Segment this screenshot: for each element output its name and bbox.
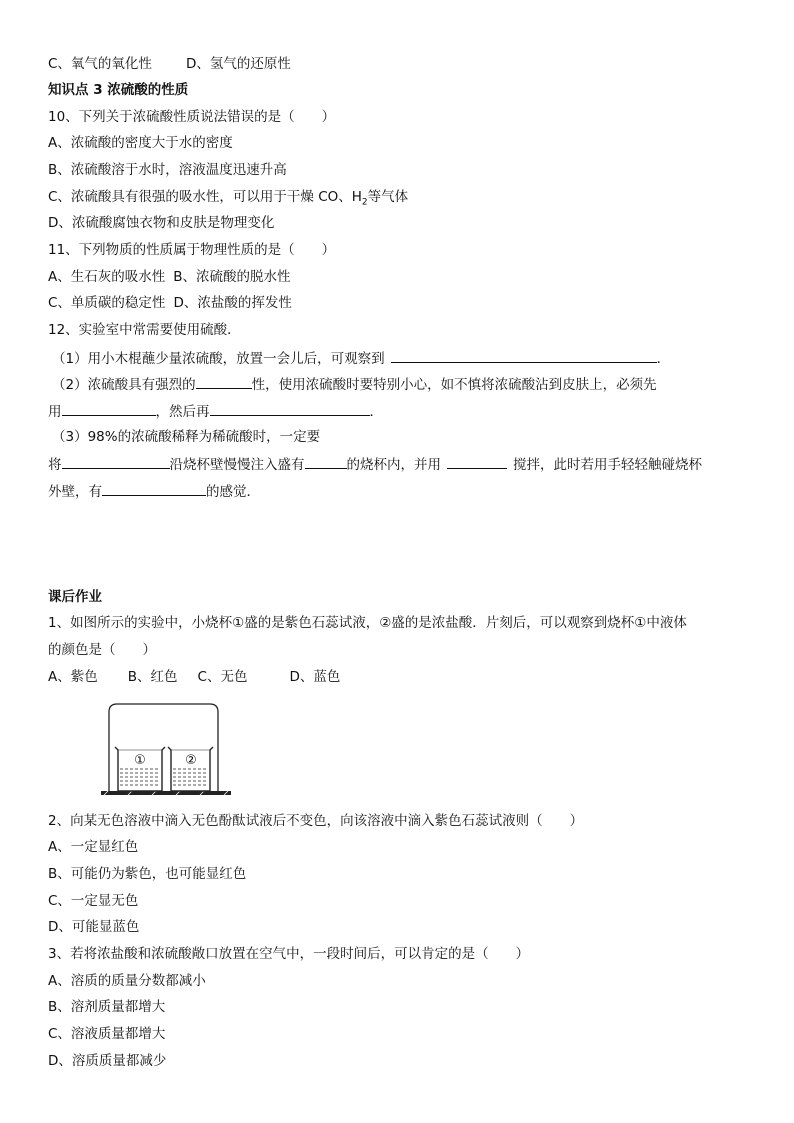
- hw-q2-option-c: C、一定显无色: [48, 893, 139, 909]
- q11-option-c: C、单质碳的稳定性: [48, 295, 166, 311]
- q12-part2-line2: [48, 401, 383, 421]
- q12-stem: 12、实验室中常需要使用硫酸．: [48, 322, 241, 338]
- q11-options-cd: [48, 294, 292, 312]
- section-3-heading: 知识点 3 浓硫酸的性质: [48, 82, 189, 98]
- q12-part2-text-mid: 性，使用浓硫酸时要特别小心，如不慎将浓硫酸沾到皮肤上，必须先: [251, 377, 657, 393]
- hw-q3-option-b: B、溶剂质量都增大: [48, 999, 166, 1015]
- q12-part3-blank-acid[interactable]: [62, 454, 170, 469]
- q12-part3-line3: [48, 481, 260, 501]
- q12-part2-text: （2）浓硫酸具有强烈的: [52, 377, 196, 393]
- q10-option-c: [48, 188, 408, 212]
- q10-option-d: D、浓硫酸腐蚀衣物和皮肤是物理变化: [48, 215, 275, 231]
- q12-part3-line2-text: 将: [48, 457, 62, 473]
- q12-part2-blank-first[interactable]: [62, 401, 156, 416]
- hw-q1-stem-line1: 1、如图所示的实验中，小烧杯①盛的是紫色石蕊试液，②盛的是浓盐酸．片刻后，可以观察到烧杯①中液体: [48, 615, 687, 631]
- bell-jar-figure: [98, 700, 238, 804]
- q12-part1-text: （1）用小木棍蘸少量浓硫酸，放置一会儿后，可观察到: [52, 351, 385, 367]
- q9-option-c: C、氧气的氧化性: [48, 56, 152, 72]
- q9-option-d: D、氢气的还原性: [185, 56, 291, 72]
- hw-q1-option-c: C、无色: [197, 669, 248, 685]
- q12-part3-line2-b: 的烧杯内，并用: [346, 457, 441, 473]
- q12-part3-line2: [48, 454, 702, 474]
- q10-option-a: A、浓硫酸的密度大于水的密度: [48, 135, 233, 151]
- q12-part3-blank-tool[interactable]: [447, 454, 507, 469]
- q11-options-ab: [48, 268, 291, 286]
- hw-q3-option-a: A、溶质的质量分数都减小: [48, 973, 206, 989]
- q12-part3-line3-end: 的感觉．: [206, 484, 260, 500]
- homework-heading: 课后作业: [48, 589, 102, 605]
- q10-option-c-tail: 等气体: [367, 189, 409, 205]
- beaker-2: [168, 747, 213, 791]
- q12-part1: [52, 348, 670, 368]
- q12-part3-blank-feeling[interactable]: [102, 481, 206, 496]
- hw-q3-stem: 3、若将浓盐酸和浓硫酸敞口放置在空气中，一段时间后，可以肯定的是（ ）: [48, 946, 530, 962]
- q12-part2-line2-end: ．: [369, 404, 383, 420]
- q10-option-b: B、浓硫酸溶于水时，溶液温度迅速升高: [48, 162, 287, 178]
- q12-part3-blank-liquid[interactable]: [305, 454, 347, 469]
- q11-option-a: A、生石灰的吸水性: [48, 269, 166, 285]
- hw-q2-option-a: A、一定显红色: [48, 839, 139, 855]
- hw-q1-option-d: D、蓝色: [289, 669, 341, 685]
- q12-part1-blank[interactable]: [391, 348, 657, 363]
- beaker-2-liquid: [173, 769, 208, 785]
- hw-q1-options: [48, 668, 340, 686]
- q11-option-b: B、浓硫酸的脱水性: [173, 269, 291, 285]
- q12-part2-line2-mid: ，然后再: [155, 404, 210, 420]
- hw-q1-stem-line2: 的颜色是（ ）: [48, 642, 156, 658]
- hw-q3-option-d: D、溶质质量都减少: [48, 1053, 167, 1069]
- q12-part3-line3-text: 外壁，有: [48, 484, 102, 500]
- q11-stem: 11、下列物质的性质属于物理性质的是（ ）: [48, 242, 336, 258]
- hw-q3-option-c: C、溶液质量都增大: [48, 1026, 166, 1042]
- q12-part2-blank-property[interactable]: [196, 374, 252, 389]
- bell-jar-outline: [109, 704, 218, 791]
- hw-q1-option-b: B、红色: [127, 669, 178, 685]
- hw-q2-option-b: B、可能仍为紫色，也可能显红色: [48, 866, 247, 882]
- hw-q1-option-a: A、紫色: [48, 669, 98, 685]
- q9-options-cd: [48, 55, 291, 73]
- q10-stem: 10、下列关于浓硫酸性质说法错误的是（ ）: [48, 109, 336, 125]
- q10-option-c-subscript: 2: [361, 197, 368, 208]
- q12-part2: [52, 374, 657, 394]
- q12-part3-line2-c: 搅拌，此时若用手轻轻触碰烧杯: [513, 457, 702, 473]
- q12-part2-blank-then[interactable]: [210, 401, 370, 416]
- q12-part3: （3）98%的浓硫酸稀释为稀硫酸时，一定要: [52, 429, 321, 445]
- q12-part3-line2-a: 沿烧杯壁慢慢注入盛有: [169, 457, 305, 473]
- beaker-1-label: ①: [134, 753, 146, 768]
- beaker-1-liquid: [120, 769, 160, 785]
- beaker-2-label: ②: [185, 753, 197, 768]
- q12-part1-end: ．: [656, 351, 671, 367]
- q12-part2-line2-text: 用: [48, 404, 62, 420]
- beaker-1: [115, 747, 165, 791]
- q10-option-c-text: C、浓硫酸具有很强的吸水性，可以用于干燥 CO、H: [48, 189, 362, 205]
- hw-q2-option-d: D、可能显蓝色: [48, 919, 140, 935]
- hw-q2-stem: 2、向某无色溶液中滴入无色酚酞试液后不变色，向该溶液中滴入紫色石蕊试液则（ ）: [48, 813, 584, 829]
- q11-option-d: D、浓盐酸的挥发性: [173, 295, 292, 311]
